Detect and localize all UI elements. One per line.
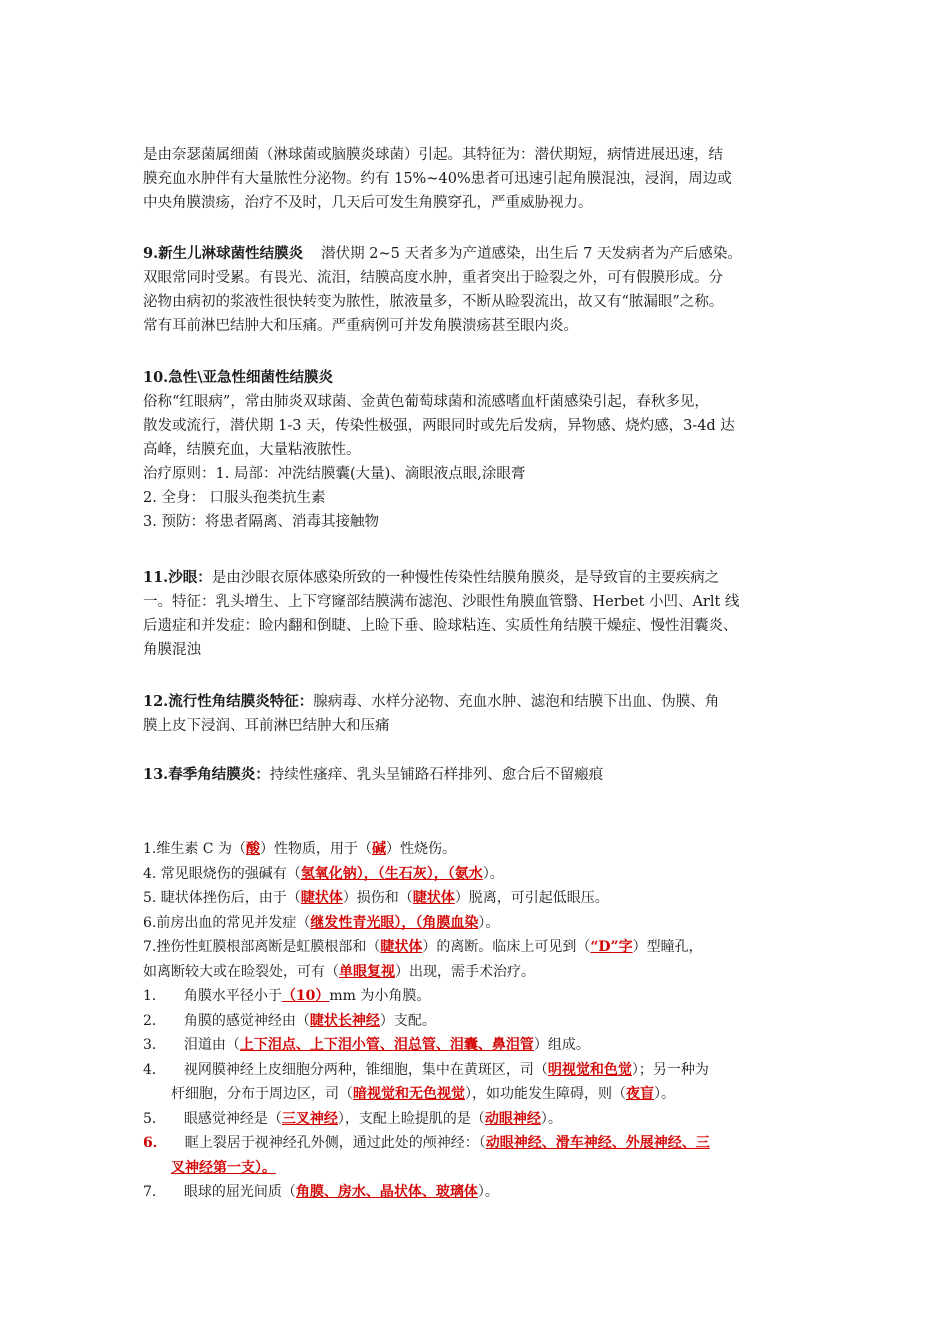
quiz-text: ）。 bbox=[654, 1086, 675, 1102]
section-heading: 11.沙眼： bbox=[143, 569, 212, 586]
quiz-answer: 睫状长神经 bbox=[309, 1012, 380, 1029]
section-heading: 12.流行性角结膜炎特征： bbox=[143, 693, 314, 710]
quiz-text: ），如功能发生障碍，则（ bbox=[465, 1086, 626, 1102]
section-item-13 bbox=[143, 763, 813, 787]
quiz-text: 如离断较大或在睑裂处，可有（ bbox=[143, 963, 339, 980]
quiz-line bbox=[143, 1033, 813, 1058]
quiz-text: ）损伤和（ bbox=[342, 890, 413, 906]
quiz-text: 角膜水平径小于 bbox=[183, 988, 282, 1004]
quiz-text: ）型瞳孔， bbox=[632, 939, 703, 955]
section-heading: 10.急性\亚急性细菌性结膜炎 bbox=[143, 369, 334, 386]
quiz-line bbox=[143, 1156, 813, 1181]
quiz-number: 1． bbox=[143, 988, 166, 1004]
text-line: 一。特征：乳头增生、上下穹窿部结膜满布滤泡、沙眼性角膜血管翳、Herbet 小凹、Arlt 线 bbox=[143, 594, 740, 610]
section-text: 潜伏期 2~5 天者多为产道感染，出生后 7 天发病者为产后感染。 bbox=[321, 246, 742, 262]
quiz-answer: 上下泪点、上下泪小管、泪总管、泪囊、鼻泪管 bbox=[239, 1037, 534, 1053]
quiz-line bbox=[143, 960, 813, 985]
section-heading: 13.春季角结膜炎： bbox=[143, 766, 270, 783]
quiz-text: ）支配。 bbox=[379, 1012, 436, 1029]
quiz-answer: 明视觉和色觉 bbox=[547, 1061, 632, 1078]
quiz-answer: 睫状体 bbox=[380, 939, 423, 955]
section-text: 是由沙眼衣原体感染所致的一种慢性传染性结膜角膜炎，是导致盲的主要疾病之 bbox=[211, 570, 720, 586]
text-line bbox=[143, 242, 813, 266]
quiz-answer: 暗视觉和无色视觉 bbox=[353, 1086, 465, 1102]
quiz-text: ）性物质，用于（ bbox=[259, 841, 372, 857]
quiz-line bbox=[143, 1107, 813, 1132]
text-line: 中央角膜溃疡，治疗不及时，几天后可发生角膜穿孔，严重威胁视力。 bbox=[143, 195, 593, 211]
quiz-text: 杆细胞，分布于周边区，司（ bbox=[171, 1086, 353, 1102]
text-line: 3. 预防：将患者隔离、消毒其接触物 bbox=[143, 514, 379, 530]
quiz-answer: 睫状体 bbox=[412, 890, 455, 906]
quiz-text: ）的离断。临床上可见到（ bbox=[422, 939, 591, 955]
text-line: 是由奈瑟菌属细菌（淋球菌或脑膜炎球菌）引起。其特征为：潜伏期短，病情进展迅速，结 bbox=[143, 147, 723, 163]
quiz-text: ）。 bbox=[478, 914, 500, 931]
text-line bbox=[143, 566, 813, 590]
text-line bbox=[143, 690, 813, 714]
text-line bbox=[143, 763, 813, 787]
text-line: 散发或流行，潜伏期 1-3 天，传染性极强，两眼同时或先后发病，异物感、烧灼感，3-4d 达 bbox=[143, 418, 735, 434]
text-line: 俗称“红眼病”，常由肺炎双球菌、金黄色葡萄球菌和流感嗜血杆菌感染引起，春秋多见， bbox=[143, 394, 709, 410]
quiz-line bbox=[143, 1009, 813, 1034]
quiz-text: mm 为小角膜。 bbox=[329, 988, 431, 1004]
quiz-number: 3． bbox=[143, 1037, 166, 1053]
quiz-text: 眼感觉神经是（ bbox=[183, 1110, 282, 1127]
quiz-answer: 酸 bbox=[245, 841, 260, 857]
quiz-line bbox=[143, 935, 813, 960]
quiz-number: 5． bbox=[143, 1110, 166, 1127]
quiz-text: 视网膜神经上皮细胞分两种，锥细胞，集中在黄斑区，司（ bbox=[183, 1061, 548, 1078]
quiz-text: ）。 bbox=[540, 1110, 562, 1127]
quiz-text: ）出现，需手术治疗。 bbox=[395, 963, 535, 980]
quiz-answer: 三叉神经 bbox=[281, 1110, 338, 1127]
quiz-answer: 夜盲 bbox=[626, 1086, 654, 1102]
section-text: 持续性瘙痒、乳头呈铺路石样排列、愈合后不留瘢痕 bbox=[269, 767, 604, 783]
quiz-text: ）；另一种为 bbox=[631, 1061, 709, 1078]
quiz-answer: （10） bbox=[281, 988, 330, 1004]
quiz-line bbox=[143, 1180, 813, 1205]
quiz-answer: 叉神经第一支）。 bbox=[171, 1159, 276, 1176]
paragraph-gonococcal bbox=[143, 143, 813, 215]
quiz-number: 7． bbox=[143, 1184, 166, 1200]
section-heading: 9.新生儿淋球菌性结膜炎 bbox=[143, 245, 304, 262]
quiz-text: 4. 常见眼烧伤的强碱有（ bbox=[143, 865, 301, 882]
quiz-text: ）。 bbox=[477, 1184, 499, 1200]
text-line: 2. 全身： 口服头孢类抗生素 bbox=[143, 490, 326, 506]
quiz-answer: 碱 bbox=[371, 841, 386, 857]
quiz-answer: 睫状体 bbox=[300, 890, 343, 906]
quiz-text: 眶上裂居于视神经孔外侧，通过此处的颅神经：（ bbox=[184, 1135, 486, 1151]
quiz-line bbox=[143, 837, 813, 862]
quiz-text: 泪道由（ bbox=[183, 1037, 240, 1053]
quiz-text: 眼球的屈光间质（ bbox=[183, 1184, 296, 1200]
text-line: 角膜混浊 bbox=[143, 642, 201, 658]
quiz-text: ）性烧伤。 bbox=[385, 841, 456, 857]
section-item-9 bbox=[143, 242, 813, 338]
quiz-answer: 单眼复视 bbox=[339, 963, 395, 980]
quiz-block bbox=[143, 837, 813, 1205]
text-line: 泌物由病初的浆液性很快转变为脓性，脓液量多，不断从睑裂流出，故又有“脓漏眼”之称。 bbox=[143, 294, 724, 310]
section-text: 腺病毒、水样分泌物、充血水肿、滤泡和结膜下出血、伪膜、角 bbox=[313, 694, 720, 710]
quiz-line bbox=[143, 1082, 813, 1107]
quiz-answer: “D”字 bbox=[590, 939, 633, 955]
text-line: 高峰，结膜充血，大量粘液脓性。 bbox=[143, 442, 361, 458]
quiz-number: 2． bbox=[143, 1012, 166, 1029]
text-line: 治疗原则：1. 局部：冲洗结膜囊(大量)、滴眼液点眼,涂眼膏 bbox=[143, 466, 526, 482]
quiz-answer: 动眼神经 bbox=[484, 1110, 541, 1127]
quiz-line bbox=[143, 886, 813, 911]
text-line: 膜上皮下浸润、耳前淋巴结肿大和压痛 bbox=[143, 718, 390, 734]
quiz-number: 4． bbox=[143, 1061, 166, 1078]
quiz-line bbox=[143, 911, 813, 936]
quiz-answer: 角膜、房水、晶状体、玻璃体 bbox=[295, 1184, 478, 1200]
quiz-number: 6． bbox=[143, 1135, 167, 1151]
quiz-line bbox=[143, 984, 813, 1009]
quiz-answer: 氢氧化钠），（生石灰），（氨水 bbox=[300, 865, 483, 882]
text-line: 双眼常同时受累。有畏光、流泪，结膜高度水肿，重者突出于睑裂之外，可有假膜形成。分 bbox=[143, 270, 723, 286]
section-item-11 bbox=[143, 566, 813, 662]
quiz-text: 7.挫伤性虹膜根部离断是虹膜根部和（ bbox=[143, 939, 381, 955]
quiz-text: 6.前房出血的常见并发症（ bbox=[143, 914, 311, 931]
quiz-text: 5. 睫状体挫伤后，由于（ bbox=[143, 890, 301, 906]
quiz-line bbox=[143, 1131, 813, 1156]
quiz-text: ）。 bbox=[482, 865, 504, 882]
section-item-12 bbox=[143, 690, 813, 738]
quiz-text: 角膜的感觉神经由（ bbox=[183, 1012, 310, 1029]
section-item-10 bbox=[143, 366, 813, 534]
quiz-answer: 动眼神经、滑车神经、外展神经、三 bbox=[485, 1135, 710, 1151]
quiz-line bbox=[143, 862, 813, 887]
quiz-line bbox=[143, 1058, 813, 1083]
text-line: 常有耳前淋巴结肿大和压痛。严重病例可并发角膜溃疡甚至眼内炎。 bbox=[143, 318, 578, 334]
quiz-text: ）组成。 bbox=[533, 1037, 590, 1053]
quiz-text: 1.维生素 C 为（ bbox=[143, 841, 246, 857]
text-line: 膜充血水肿伴有大量脓性分泌物。约有 15%~40%患者可迅速引起角膜混浊，浸润，周边或 bbox=[143, 171, 732, 187]
quiz-text: ）脱离，可引起低眼压。 bbox=[454, 890, 609, 906]
quiz-answer: 继发性青光眼），（角膜血染 bbox=[310, 914, 479, 931]
quiz-text: ），支配上睑提肌的是（ bbox=[337, 1110, 485, 1127]
text-line: 后遗症和并发症：睑内翻和倒睫、上睑下垂、睑球粘连、实质性角结膜干燥症、慢性泪囊炎、 bbox=[143, 618, 738, 634]
